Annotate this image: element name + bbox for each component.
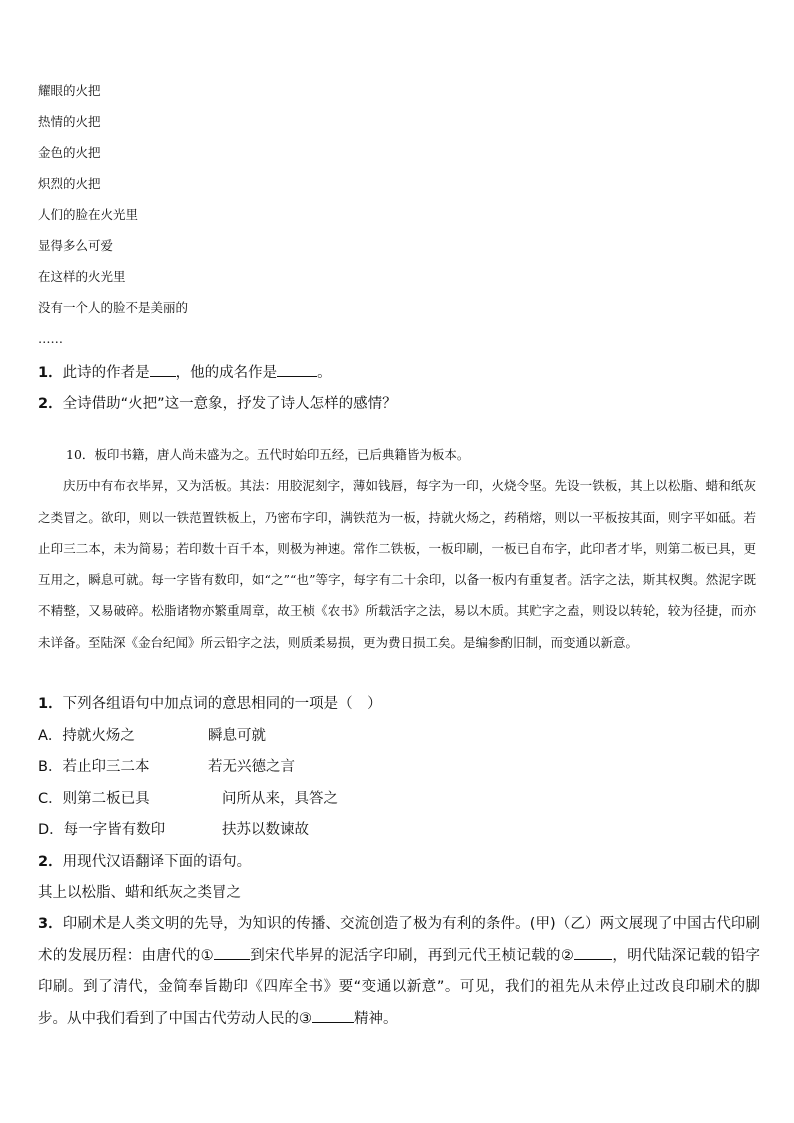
- answer-blank[interactable]: [277, 362, 317, 377]
- question-text: 此诗的作者是: [62, 365, 150, 381]
- poem-line: ……: [38, 331, 63, 346]
- answer-blank[interactable]: [150, 362, 176, 377]
- option-sentence-a: 则第二板已具: [62, 791, 150, 807]
- option-label: D．: [38, 822, 64, 838]
- option-label: A．: [38, 728, 63, 744]
- question-text: 下列各组语句中加点词的意思相同的一项是（ ）: [62, 696, 382, 712]
- poem-line: 金色的火把: [38, 145, 101, 160]
- option-label: B．: [38, 759, 63, 775]
- poem-line: 炽烈的火把: [38, 176, 101, 191]
- poem-line: 没有一个人的脸不是美丽的: [38, 300, 189, 315]
- poem-line: 耀眼的火把: [38, 83, 101, 98]
- passage-first-paragraph: 10．板印书籍，唐人尚未盛为之。五代时始印五经，已后典籍皆为板本。: [66, 447, 470, 462]
- option-sentence-a: 持就火炀之: [62, 728, 135, 744]
- answer-blank[interactable]: [312, 1008, 354, 1023]
- question-text: 精神。: [354, 1010, 398, 1027]
- question-text: ，明代陆深记载的铅字印刷。到了清代，金简奉旨勘印《四库全书》要“变通以新意”。可见，我们的祖先从未停止过改良印刷术的脚步。从中我们看到了中国古代劳动人民的③: [38, 947, 761, 1027]
- option-sentence-b: 扶苏以数谏故: [222, 822, 309, 838]
- question-3-passage: [38, 909, 760, 1035]
- question-number: 1．: [38, 365, 63, 381]
- question-number: 2．: [38, 854, 63, 870]
- option-label: C．: [38, 791, 63, 807]
- option-sentence-a: 若止印三二本: [62, 759, 150, 775]
- question-text: 到宋代毕昇的泥活字印刷，再到元代王桢记载的②: [249, 947, 575, 964]
- option-b[interactable]: [38, 757, 295, 777]
- question-number: 1．: [38, 696, 63, 712]
- poem-line: 热情的火把: [38, 114, 101, 129]
- option-d[interactable]: [38, 820, 309, 840]
- question-text: 全诗借助“火把”这一意象，抒发了诗人怎样的感情？: [62, 396, 397, 412]
- question-number: 3．: [38, 916, 63, 932]
- passage-second-paragraph: 庆历中有布衣毕昇，又为活板。其法：用胶泥刻字，薄如钱唇，每字为一印，火烧令坚。先设一铁板，其上以松脂、蜡和纸灰之类冒之。欲印，则以一铁范置铁板上，乃密布字印，满铁范为一板，持就火炀之，药稍熔，则以一平板按其面，则字平如砥。若止印三二本，未为简易；若印数十百千本，则极为神速。常作二铁板，一板印刷，一板已自布字，此印者才毕，则第二板已具，更互用之，瞬息可就。每一字皆有数印，如“之”“也”等字，每字有二十余印，以备一板内有重复者。活字之法，斯其权舆。然泥字既不精整，又易破碎。松脂诸物亦繁重周章，故王桢《农书》所载活字之法，易以木质。其贮字之盍，则设以转轮，较为径捷，而亦未详备。至陆深《金台纪闻》所云铅字之法，则质柔易损，更为费日损工矣。是编参酌旧制，而变通以新意。: [38, 478, 756, 650]
- option-sentence-b: 若无兴德之言: [208, 759, 295, 775]
- poem-line: 人们的脸在火光里: [38, 207, 139, 222]
- question-2-poem: [38, 394, 397, 414]
- question-1-poem: [38, 362, 332, 383]
- question-text: 。: [317, 365, 332, 381]
- answer-blank[interactable]: [214, 945, 250, 960]
- poem-line: 在这样的火光里: [38, 269, 126, 284]
- answer-blank[interactable]: [574, 945, 612, 960]
- question-1-passage: [38, 694, 382, 714]
- question-text: ，他的成名作是: [175, 365, 278, 381]
- poem-line: 显得多么可爱: [38, 238, 114, 253]
- classical-passage: [38, 439, 756, 658]
- option-sentence-b: 瞬息可就: [208, 728, 266, 744]
- option-sentence-a: 每一字皆有数印: [63, 822, 166, 838]
- question-text: 用现代汉语翻译下面的语句。: [62, 854, 252, 870]
- question-number: 2．: [38, 396, 63, 412]
- option-c[interactable]: [38, 789, 338, 809]
- translation-sentence: 其上以松脂、蜡和纸灰之类冒之: [38, 885, 241, 901]
- option-a[interactable]: [38, 726, 266, 746]
- option-sentence-b: 问所从来，具答之: [222, 791, 338, 807]
- question-text: 印刷术是人类文明的先导，为知识的传播、交流创造了极为有利的条件。(甲)（乙）两文展现了中国古代印刷术的发展历程：由唐代的①: [38, 916, 761, 964]
- question-2-passage: [38, 852, 251, 872]
